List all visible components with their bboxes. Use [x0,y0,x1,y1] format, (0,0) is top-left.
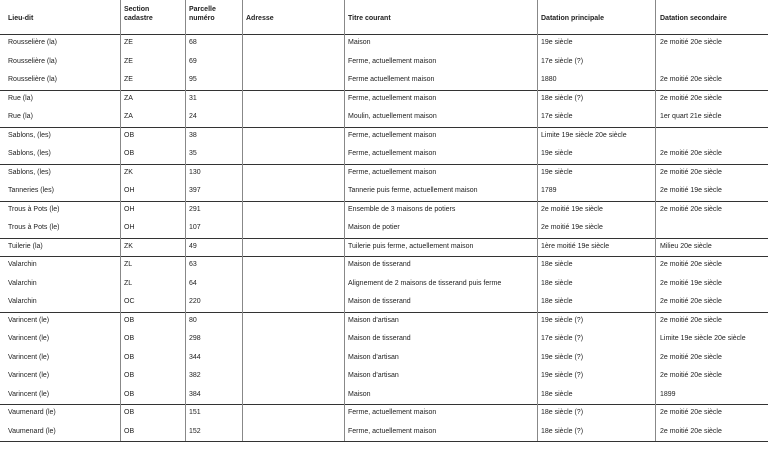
section-cell: ZE [124,39,133,46]
table-row [0,219,768,238]
parcelle-cell: 384 [189,390,201,398]
column-divider [655,0,656,441]
section-cell: ZL [124,279,133,287]
datation-secondaire-cell: 2e moitié 20e siècle [660,168,722,176]
datation-principale-cell: 18e siècle (?) [541,409,584,416]
titre-cell: Maison [348,39,371,46]
section-cell: OB [124,335,135,342]
parcelle-cell: 220 [189,298,201,305]
lieu-dit-cell: Vaumenard (le) [8,409,56,416]
titre-cell: Ferme, actuellement maison [348,57,437,65]
titre-cell: Alignement de 2 maisons de tisserand puis ferme [348,279,502,287]
section-cell: OH [124,205,135,213]
datation-principale-cell: 18e siècle [541,261,573,268]
lieu-dit-cell: Sablons, (les) [8,131,51,139]
datation-secondaire-cell: 1899 [660,390,676,398]
titre-cell: Tuilerie puis ferme, actuellement maison [348,242,474,250]
titre-cell: Ensemble de 3 maisons de potiers [348,205,456,213]
datation-principale-cell: 19e siècle (?) [541,372,584,379]
parcelle-cell: 298 [189,335,201,342]
column-divider [344,0,345,441]
datation-principale-cell: 18e siècle (?) [541,94,584,102]
parcelle-cell: 64 [189,279,197,287]
header-titre-courant: Titre courant [348,15,391,22]
parcelle-cell: 24 [189,113,197,120]
table-header [0,0,768,35]
section-cell: ZL [124,261,133,268]
table-row [0,53,768,72]
parcelle-cell: 151 [189,409,201,416]
titre-cell: Maison de tisserand [348,261,411,268]
titre-cell: Ferme, actuellement maison [348,168,437,176]
section-cell: OH [124,187,135,194]
datation-secondaire-cell: 2e moitié 20e siècle [660,298,722,305]
section-cell: ZA [124,113,133,120]
table-row [0,293,768,312]
datation-secondaire-cell: 2e moitié 20e siècle [660,150,722,157]
table-row [0,349,768,368]
section-cell: ZK [124,168,133,176]
datation-principale-cell: 17e siècle (?) [541,335,584,342]
table-row [0,127,768,146]
section-cell: ZE [124,76,133,83]
header-parcelle-numero: Parcelle numéro [189,6,216,22]
lieu-dit-cell: Sablons, (les) [8,150,51,157]
lieu-dit-cell: Trous à Pots (le) [8,205,60,213]
datation-secondaire-cell: 2e moitié 19e siècle [660,187,722,194]
parcelle-cell: 38 [189,131,197,139]
table-row [0,330,768,349]
section-cell: OB [124,353,135,361]
titre-cell: Ferme, actuellement maison [348,94,437,102]
table-row [0,256,768,275]
parcelle-cell: 95 [189,76,197,83]
titre-cell: Ferme actuellement maison [348,76,435,83]
table-row [0,423,768,442]
datation-secondaire-cell: 2e moitié 20e siècle [660,316,722,324]
section-cell: OB [124,390,135,398]
table-row [0,145,768,164]
table-row [0,90,768,109]
datation-secondaire-cell: 2e moitié 20e siècle [660,205,722,213]
section-cell: OB [124,150,135,157]
table-row [0,108,768,127]
parcelle-cell: 107 [189,224,201,231]
titre-cell: Maison de tisserand [348,298,411,305]
parcelle-cell: 63 [189,261,197,268]
section-cell: OB [124,316,135,324]
column-divider [242,0,243,441]
table-row [0,182,768,201]
lieu-dit-cell: Valarchin [8,261,37,268]
parcelle-cell: 68 [189,39,197,46]
datation-secondaire-cell: Limite 19e siècle 20e siècle [660,335,746,342]
column-divider [537,0,538,441]
datation-principale-cell: 18e siècle (?) [541,427,584,435]
datation-principale-cell: 17e siècle (?) [541,57,584,65]
titre-cell: Tannerie puis ferme, actuellement maison [348,187,478,194]
titre-cell: Maison d'artisan [348,353,399,361]
lieu-dit-cell: Tuilerie (la) [8,242,43,250]
datation-principale-cell: 19e siècle (?) [541,316,584,324]
section-cell: OB [124,131,135,139]
datation-principale-cell: 18e siècle [541,390,573,398]
parcelle-cell: 35 [189,150,197,157]
section-cell: ZK [124,242,133,250]
datation-secondaire-cell: 2e moitié 20e siècle [660,353,722,361]
datation-principale-cell: 2e moitié 19e siècle [541,224,603,231]
parcelle-cell: 69 [189,57,197,65]
datation-secondaire-cell: 2e moitié 20e siècle [660,409,722,416]
table-row [0,386,768,405]
titre-cell: Maison d'artisan [348,316,399,324]
section-cell: ZA [124,94,133,102]
table-row [0,71,768,90]
lieu-dit-cell: Rousselière (la) [8,76,58,83]
parcelle-cell: 291 [189,205,201,213]
table-row [0,34,768,53]
parcelle-cell: 80 [189,316,197,324]
header-lieu-dit: Lieu-dit [8,15,34,22]
section-cell: OB [124,409,135,416]
lieu-dit-cell: Valarchin [8,279,37,287]
column-divider [120,0,121,441]
column-divider [185,0,186,441]
table-row [0,164,768,183]
lieu-dit-cell: Varincent (le) [8,335,50,342]
titre-cell: Maison d'artisan [348,372,399,379]
table-row [0,238,768,257]
datation-secondaire-cell: 2e moitié 20e siècle [660,39,722,46]
datation-principale-cell: 18e siècle [541,298,573,305]
datation-principale-cell: 1ère moitié 19e siècle [541,242,610,250]
parcelle-cell: 130 [189,168,201,176]
datation-principale-cell: 19e siècle [541,150,573,157]
titre-cell: Moulin, actuellement maison [348,113,437,120]
parcelle-cell: 382 [189,372,201,379]
datation-secondaire-cell: Milieu 20e siècle [660,242,712,250]
datation-principale-cell: 19e siècle [541,39,573,46]
titre-cell: Maison de potier [348,224,400,231]
lieu-dit-cell: Sablons, (les) [8,168,51,176]
titre-cell: Ferme, actuellement maison [348,409,437,416]
header-adresse: Adresse [246,15,274,22]
lieu-dit-cell: Rousselière (la) [8,57,58,65]
datation-principale-cell: 1880 [541,76,557,83]
datation-principale-cell: 2e moitié 19e siècle [541,205,603,213]
lieu-dit-cell: Varincent (le) [8,353,50,361]
section-cell: OC [124,298,135,305]
datation-principale-cell: 18e siècle [541,279,573,287]
parcelle-cell: 31 [189,94,197,102]
section-cell: ZE [124,57,133,65]
lieu-dit-cell: Varincent (le) [8,372,50,379]
datation-secondaire-cell: 2e moitié 20e siècle [660,261,722,268]
datation-principale-cell: 17e siècle [541,113,573,120]
table-row [0,367,768,386]
lieu-dit-cell: Varincent (le) [8,316,50,324]
table-row [0,404,768,423]
lieu-dit-cell: Rousselière (la) [8,39,58,46]
lieu-dit-cell: Varincent (le) [8,390,50,398]
titre-cell: Ferme, actuellement maison [348,131,437,139]
lieu-dit-cell: Rue (la) [8,113,33,120]
row-separator [0,441,768,442]
table-row [0,275,768,294]
titre-cell: Maison [348,390,371,398]
parcelle-cell: 344 [189,353,201,361]
titre-cell: Ferme, actuellement maison [348,427,437,435]
lieu-dit-cell: Tanneries (les) [8,187,54,194]
datation-principale-cell: 1789 [541,187,557,194]
datation-principale-cell: 19e siècle (?) [541,353,584,361]
datation-secondaire-cell: 2e moitié 20e siècle [660,427,722,435]
parcelle-cell: 49 [189,242,197,250]
datation-secondaire-cell: 2e moitié 20e siècle [660,94,722,102]
datation-secondaire-cell: 1er quart 21e siècle [660,113,722,120]
parcelle-cell: 397 [189,187,201,194]
section-cell: OB [124,427,135,435]
titre-cell: Maison de tisserand [348,335,411,342]
datation-secondaire-cell: 2e moitié 20e siècle [660,76,722,83]
datation-secondaire-cell: 2e moitié 20e siècle [660,372,722,379]
section-cell: OB [124,372,135,379]
header-datation-secondaire: Datation secondaire [660,15,727,22]
datation-secondaire-cell: 2e moitié 19e siècle [660,279,722,287]
lieu-dit-cell: Rue (la) [8,94,33,102]
table-row [0,201,768,220]
datation-principale-cell: 19e siècle [541,168,573,176]
lieu-dit-cell: Valarchin [8,298,37,305]
lieu-dit-cell: Vaumenard (le) [8,427,56,435]
header-section-cadastre: Section cadastre [124,6,153,22]
table-row [0,312,768,331]
titre-cell: Ferme, actuellement maison [348,150,437,157]
parcelle-cell: 152 [189,427,201,435]
header-datation-principale: Datation principale [541,15,605,22]
lieu-dit-cell: Trous à Pots (le) [8,224,60,231]
section-cell: OH [124,224,135,231]
datation-principale-cell: Limite 19e siècle 20e siècle [541,131,627,139]
